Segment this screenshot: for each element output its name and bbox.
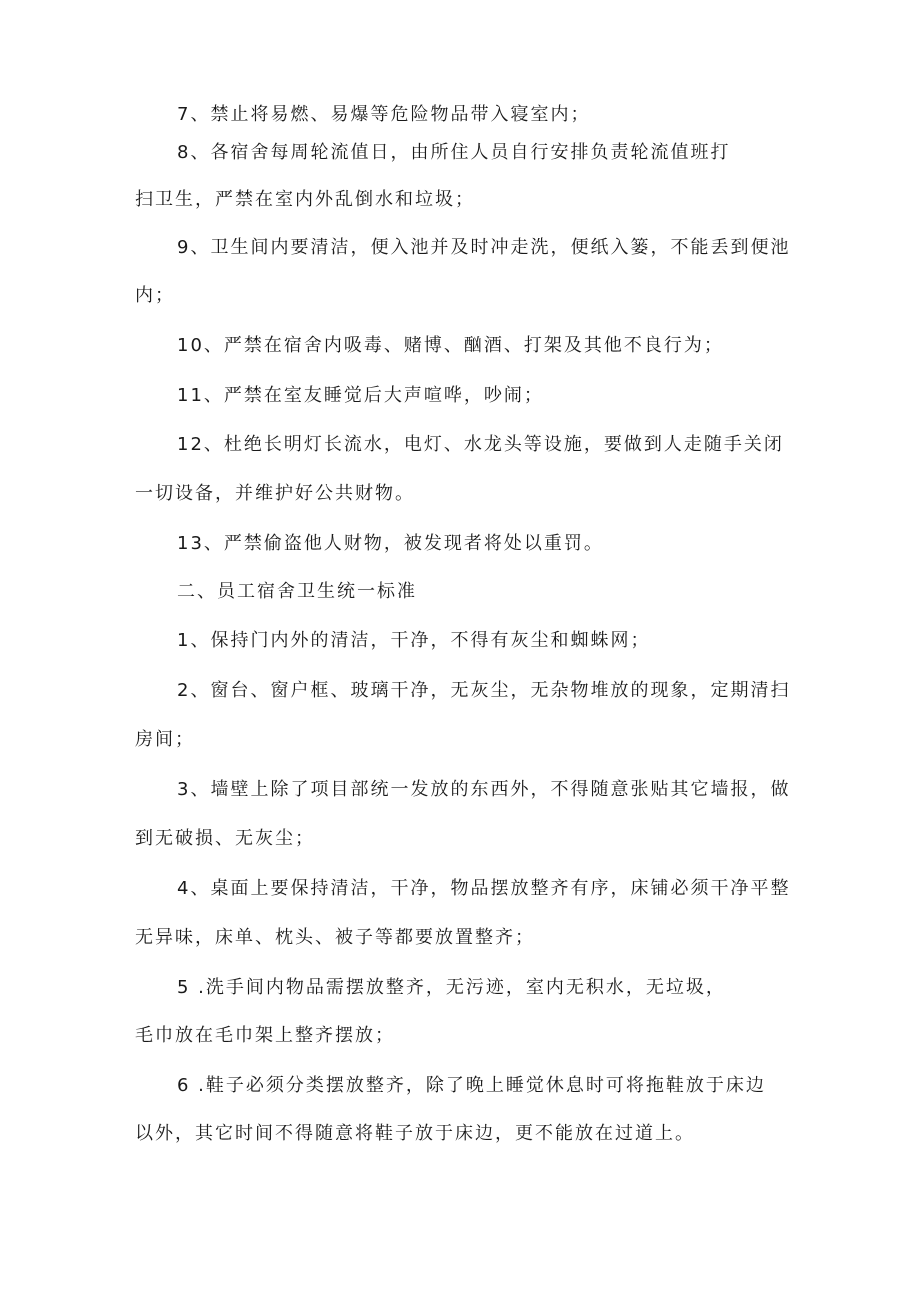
- paragraph-line: 8、各宿舍每周轮流值日，由所住人员自行安排负责轮流值班打: [177, 142, 731, 163]
- paragraph-line: 无异味，床单、枕头、被子等都要放置整齐；: [135, 927, 535, 948]
- paragraph-line: 12、杜绝长明灯长流水，电灯、水龙头等设施，要做到人走随手关闭: [177, 434, 784, 455]
- paragraph-line: 一切设备，并维护好公共财物。: [135, 483, 415, 504]
- paragraph-line: 内；: [135, 285, 175, 306]
- paragraph-line: 毛巾放在毛巾架上整齐摆放；: [135, 1025, 395, 1046]
- paragraph-line: 房间；: [135, 729, 195, 750]
- paragraph-line: 以外，其它时间不得随意将鞋子放于床边，更不能放在过道上。: [135, 1123, 695, 1144]
- paragraph-line: 4、桌面上要保持清洁，干净，物品摆放整齐有序，床铺必须干净平整: [177, 878, 791, 899]
- paragraph-line: 扫卫生，严禁在室内外乱倒水和垃圾；: [135, 189, 475, 210]
- paragraph-line: 1、保持门内外的清洁，干净，不得有灰尘和蜘蛛网；: [177, 630, 651, 651]
- paragraph-line: 5 .洗手间内物品需摆放整齐，无污迹，室内无积水，无垃圾，: [177, 977, 726, 998]
- paragraph-line: 3、墙壁上除了项目部统一发放的东西外，不得随意张贴其它墙报，做: [177, 779, 791, 800]
- paragraph-line: 9、卫生间内要清洁，便入池并及时冲走洗，便纸入篓，不能丢到便池: [177, 237, 791, 258]
- paragraph-line: 2、窗台、窗户框、玻璃干净，无灰尘，无杂物堆放的现象，定期清扫: [177, 680, 791, 701]
- paragraph-line: 到无破损、无灰尘；: [135, 828, 315, 849]
- paragraph-line: 13、严禁偷盗他人财物，被发现者将处以重罚。: [177, 533, 604, 554]
- paragraph-line: 6 .鞋子必须分类摆放整齐，除了晚上睡觉休息时可将拖鞋放于床边: [177, 1075, 766, 1096]
- section-heading: 二、员工宿舍卫生统一标准: [177, 581, 417, 602]
- paragraph-line: 10、严禁在宿舍内吸毒、赌博、酗酒、打架及其他不良行为；: [177, 335, 724, 356]
- paragraph-line: 7、禁止将易燃、易爆等危险物品带入寝室内；: [177, 104, 591, 125]
- paragraph-line: 11、严禁在室友睡觉后大声喧哗，吵闹；: [177, 385, 544, 406]
